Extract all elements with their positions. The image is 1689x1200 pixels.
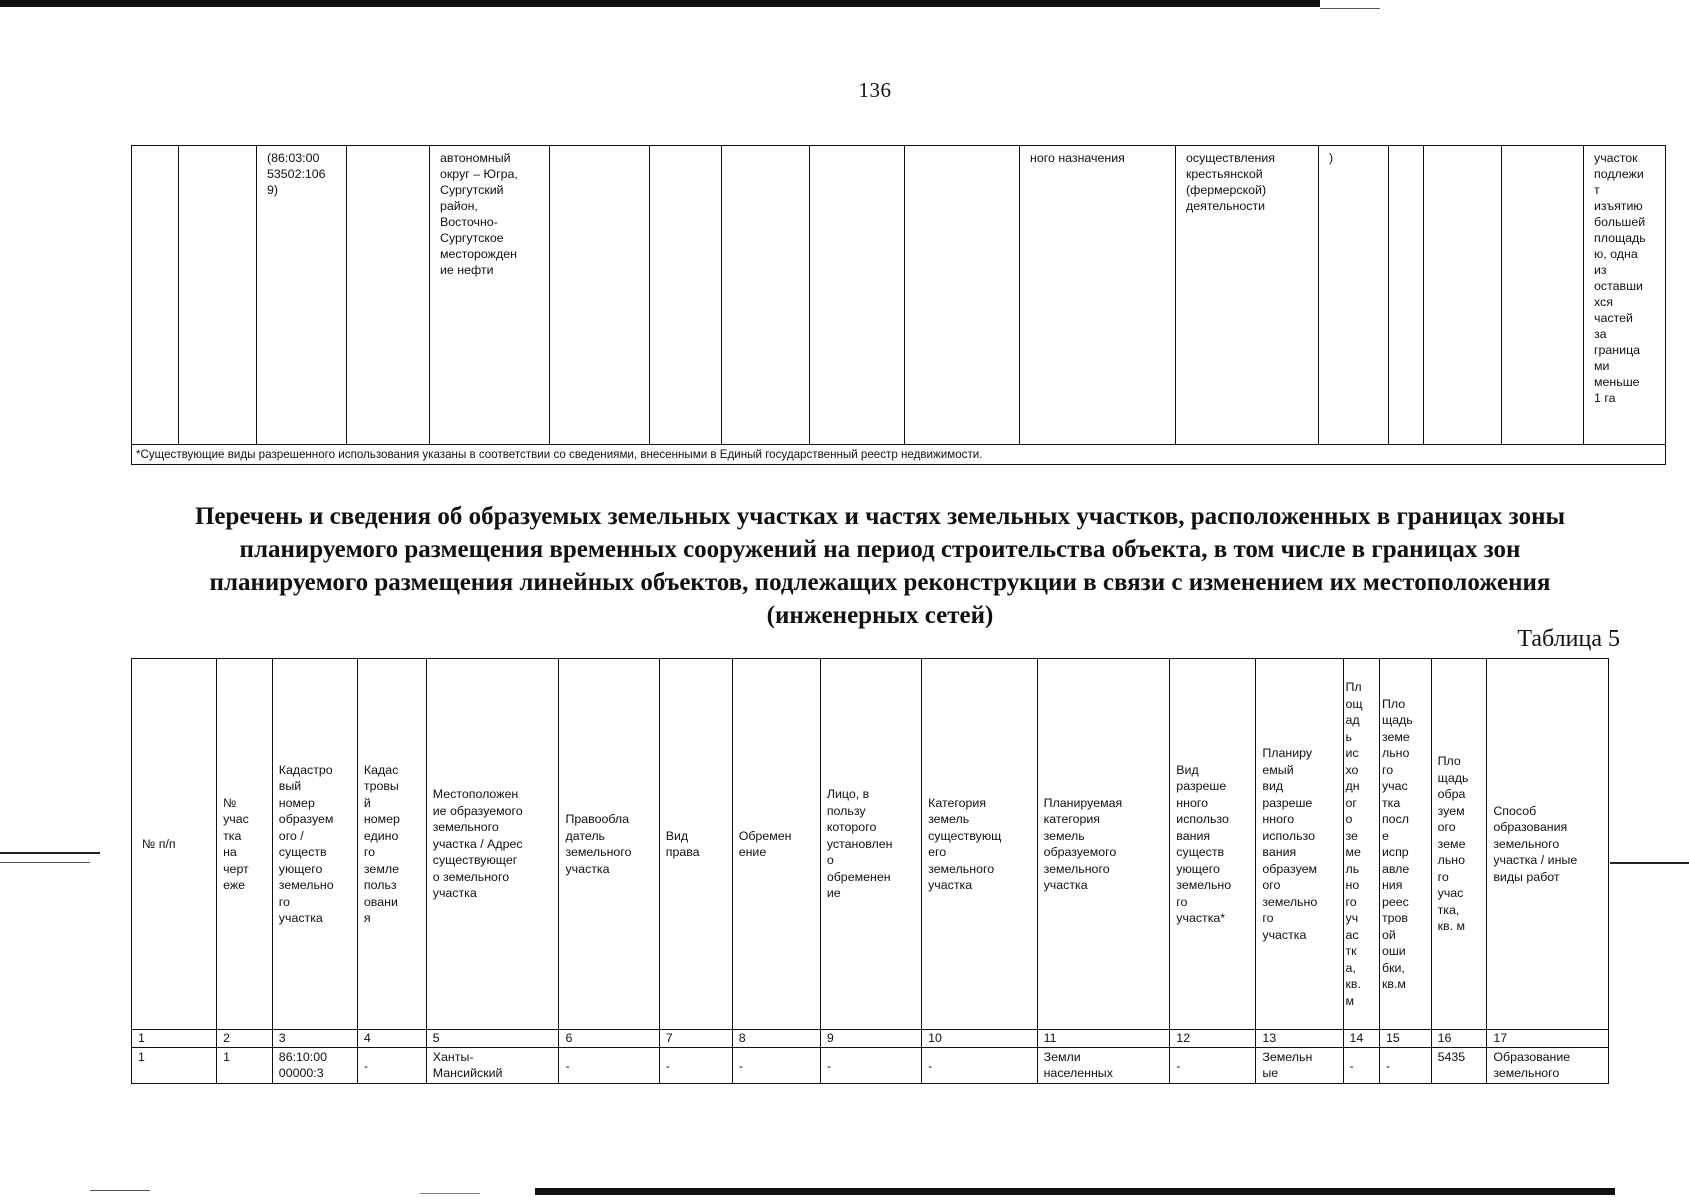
column-header: Кадастро вый номер образуем ого / существ ующего земельно го участка bbox=[272, 659, 357, 1030]
continuation-cell bbox=[257, 146, 347, 445]
column-number-cell: 17 bbox=[1487, 1030, 1609, 1048]
column-number-cell: 14 bbox=[1343, 1030, 1379, 1048]
column-header: Категория земель существующ его земельного участка bbox=[922, 659, 1037, 1030]
continuation-cell bbox=[430, 146, 550, 445]
column-number-cell: 5 bbox=[426, 1030, 559, 1048]
column-header: Пл ощ ад ь ис хо дн ог о зе ме ль но го уч ас тк а, кв. м bbox=[1343, 659, 1379, 1030]
continuation-cell bbox=[1176, 146, 1319, 445]
column-number-cell: 6 bbox=[559, 1030, 659, 1048]
continuation-cell bbox=[1319, 146, 1389, 445]
table-cell: - bbox=[659, 1048, 732, 1084]
scan-mark-bottom-mid bbox=[420, 1193, 480, 1194]
continuation-table bbox=[131, 145, 1666, 465]
continuation-cell bbox=[132, 146, 179, 445]
scan-mark-bottom-left bbox=[90, 1190, 150, 1191]
table-cell: 1 bbox=[132, 1048, 217, 1084]
continuation-cell bbox=[1389, 146, 1424, 445]
column-number-cell: 2 bbox=[217, 1030, 273, 1048]
column-number-cell: 10 bbox=[922, 1030, 1037, 1048]
scan-mark-right bbox=[1610, 862, 1689, 864]
column-number-cell: 12 bbox=[1170, 1030, 1256, 1048]
column-header: Способ образования земельного участка / иные виды работ bbox=[1487, 659, 1609, 1030]
section-title: Перечень и сведения об образуемых земельных участках и частях земельных участков, расположенных в границах зоны планируемого размещения временных сооружений на период строительства объекта, в том числе в границах зон планируемого размещения линейных объектов, подлежащих реконструкции в связи с изменением их местоположения (инженерных сетей) bbox=[194, 503, 1565, 629]
continuation-cell bbox=[810, 146, 905, 445]
continuation-cell bbox=[650, 146, 722, 445]
table-cell: - bbox=[922, 1048, 1037, 1084]
column-number-cell: 15 bbox=[1379, 1030, 1431, 1048]
column-header: Кадас тровы й номер едино го земле польз овани я bbox=[357, 659, 426, 1030]
column-header: Пло щадь земе льно го учас тка посл е испр авле ния реес тров ой оши бки, кв.м bbox=[1379, 659, 1431, 1030]
table-cell: Земли населенных bbox=[1037, 1048, 1170, 1084]
table-cell: 5435 bbox=[1431, 1048, 1487, 1084]
table-cell: Образование земельного bbox=[1487, 1048, 1609, 1084]
footnote: *Существующие виды разрешенного использования указаны в соответствии со сведениями, внесенными в Единый государственный реестр недвижимости. bbox=[132, 444, 1666, 464]
continuation-cell bbox=[1020, 146, 1176, 445]
column-number-cell: 9 bbox=[820, 1030, 921, 1048]
continuation-cell bbox=[347, 146, 430, 445]
continuation-cell-text: ного назначения bbox=[1030, 151, 1125, 165]
continuation-cell-text: ) bbox=[1329, 151, 1334, 165]
table-cell: - bbox=[732, 1048, 820, 1084]
column-number-cell: 4 bbox=[357, 1030, 426, 1048]
table-cell: - bbox=[1170, 1048, 1256, 1084]
table-cell: - bbox=[559, 1048, 659, 1084]
table-cell: 1 bbox=[217, 1048, 273, 1084]
table-cell: Земельн ые bbox=[1256, 1048, 1343, 1084]
table-label: Таблица 5 bbox=[1517, 626, 1620, 652]
column-header: Обремен ение bbox=[732, 659, 820, 1030]
column-header: Правообла датель земельного участка bbox=[559, 659, 659, 1030]
continuation-cell-text: автономный округ – Югра, Сургутский район, Восточно- Сургутское месторожден ие нефти bbox=[440, 151, 518, 277]
column-header: Вид права bbox=[659, 659, 732, 1030]
column-header: Планируемая категория земель образуемого земельного участка bbox=[1037, 659, 1170, 1030]
column-header: Местоположен ие образуемого земельного участка / Адрес существующег о земельного участка bbox=[426, 659, 559, 1030]
column-header: № учас тка на черт еже bbox=[217, 659, 273, 1030]
continuation-cell-text: осуществления крестьянской (фермерской) деятельности bbox=[1186, 151, 1275, 213]
column-header: Вид разреше нного использо вания существ ующего земельно го участка* bbox=[1170, 659, 1256, 1030]
table-cell: - bbox=[1343, 1048, 1379, 1084]
scan-border-bottom bbox=[535, 1188, 1615, 1195]
scan-border-top-fragment bbox=[1320, 8, 1380, 9]
continuation-row bbox=[132, 146, 1666, 445]
continuation-cell bbox=[1584, 146, 1666, 445]
continuation-cell bbox=[179, 146, 257, 445]
column-number-cell: 11 bbox=[1037, 1030, 1170, 1048]
column-header: № п/п bbox=[132, 659, 217, 1030]
continuation-cell bbox=[722, 146, 810, 445]
continuation-cell bbox=[550, 146, 650, 445]
main-table bbox=[131, 658, 1609, 1084]
table-row bbox=[132, 1048, 1609, 1084]
scan-mark-left-2 bbox=[0, 862, 90, 863]
scan-mark-left bbox=[0, 852, 100, 854]
column-header: Лицо, в пользу которого установлен о обременен ие bbox=[820, 659, 921, 1030]
continuation-cell bbox=[905, 146, 1020, 445]
continuation-cell bbox=[1502, 146, 1584, 445]
scan-border-top bbox=[0, 0, 1320, 7]
continuation-cell bbox=[1424, 146, 1502, 445]
page-number: 136 bbox=[858, 78, 892, 102]
column-header: Планиру емый вид разреше нного использо вания образуем ого земельно го участка bbox=[1256, 659, 1343, 1030]
column-number-cell: 3 bbox=[272, 1030, 357, 1048]
table-cell: 86:10:00 00000:3 bbox=[272, 1048, 357, 1084]
column-number-row bbox=[132, 1030, 1609, 1048]
table-body bbox=[132, 1048, 1609, 1084]
column-number-cell: 1 bbox=[132, 1030, 217, 1048]
table-cell: - bbox=[357, 1048, 426, 1084]
column-header: Пло щадь обра зуем ого земе льно го учас тка, кв. м bbox=[1431, 659, 1487, 1030]
table-cell: - bbox=[820, 1048, 921, 1084]
continuation-cell-text: (86:03:00 53502:106 9) bbox=[267, 151, 326, 197]
header-row bbox=[132, 659, 1609, 1030]
column-number-cell: 16 bbox=[1431, 1030, 1487, 1048]
table-cell: Ханты- Мансийский bbox=[426, 1048, 559, 1084]
continuation-cell-text: участок подлежи т изъятию большей площадь ю, одна из оставши хся частей за граница ми меньше 1 га bbox=[1594, 151, 1646, 405]
column-number-cell: 7 bbox=[659, 1030, 732, 1048]
column-number-cell: 8 bbox=[732, 1030, 820, 1048]
column-number-cell: 13 bbox=[1256, 1030, 1343, 1048]
table-cell: - bbox=[1379, 1048, 1431, 1084]
